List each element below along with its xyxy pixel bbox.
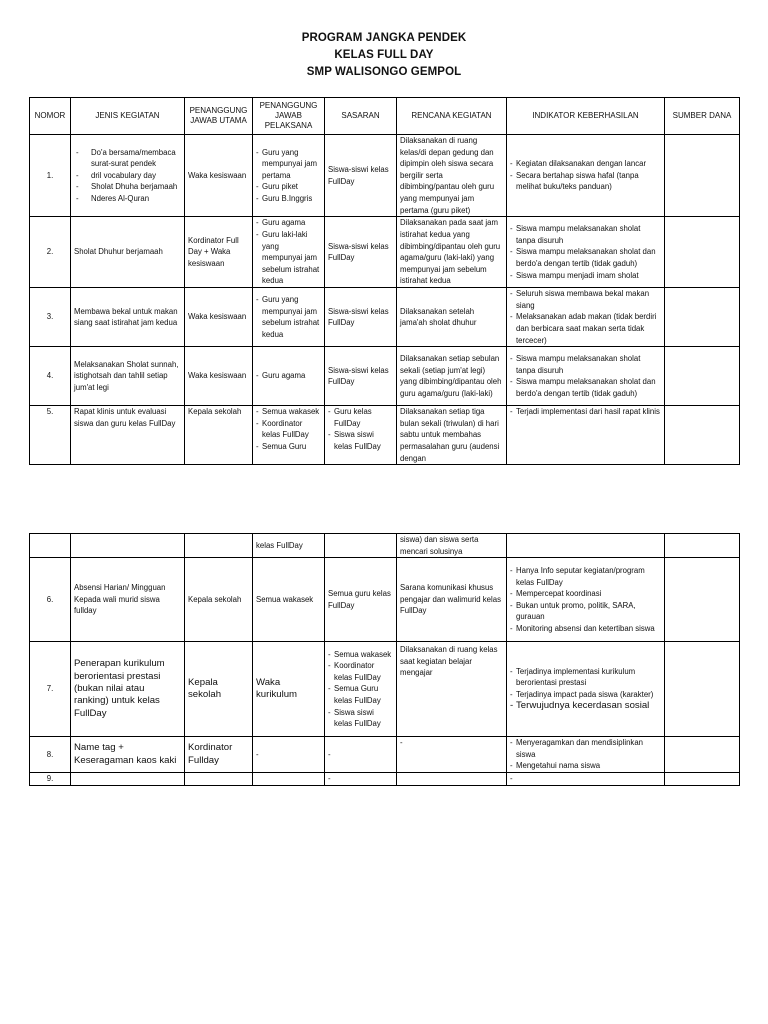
pj-pelaksana-cell [253,217,325,288]
indikator-cell [507,217,665,288]
empty-cell [253,772,325,785]
list-item: - Guru agama [256,370,321,382]
sumber-dana-cell [665,135,740,217]
rencana-cell: Dilaksanakan di ruang kelas/di depan gedung dan dipimpin oleh siswa secara bergilir serta dibimbing/pantau oleh guru yang mempunyai jam pertama (guru piket) [397,135,507,217]
list-item: - Guru yang mempunyai jam sebelum istrahat kedua [256,294,321,340]
empty-cell [397,772,507,785]
sasaran-cell: Siswa-siswi kelas FullDay [325,347,397,406]
list-item: - Koordinator kelas FullDay [256,418,321,441]
list-item: - Siswa mampu menjadi imam sholat [510,270,661,282]
table-row [30,288,740,347]
empty-cell [665,534,740,558]
table-row [30,217,740,288]
table-row [30,534,740,558]
indikator-cell [507,406,665,465]
document-title [0,30,768,81]
list-item: - Mengetahui nama siswa [510,760,661,772]
list-item: - dril vocabulary day [74,170,181,182]
pj-utama-cell: Waka kesiswaan [185,347,253,406]
header-pj-utama: PENANGGUNG JAWAB UTAMA [185,98,253,135]
rencana-cell: siswa) dan siswa serta mencari solusinya [397,534,507,558]
table-row [30,772,740,785]
empty-cell [185,534,253,558]
sasaran-cell: - [325,737,397,773]
jenis-kegiatan-cell: Absensi Harian/ Mingguan Kepada wali murid siswa fullday [71,558,185,642]
list-item: - Sholat Dhuha berjamaah [74,181,181,193]
sumber-dana-cell [665,737,740,773]
indikator-cell: - [507,772,665,785]
sasaran-cell: Semua guru kelas FullDay [325,558,397,642]
title-line-2: KELAS FULL DAY [334,49,434,61]
list-item: - Guru kelas FullDay [328,406,393,429]
pj-pelaksana-cell: - [253,737,325,773]
list-item: - Semua Guru kelas FullDay [328,683,393,706]
list-item: - Terjadinya implementasi kurikulum berorientasi prestasi [510,666,661,689]
list-item: - Do'a bersama/membaca surat-surat pendek [74,147,181,170]
sasaran-cell: Siswa-siswi kelas FullDay [325,288,397,347]
list-item: - Kegiatan dilaksanakan dengan lancar [510,158,661,170]
indikator-cell [507,288,665,347]
list-item: - Guru B.Inggris [256,193,321,205]
empty-cell [185,772,253,785]
indikator-cell [507,347,665,406]
list-item: - Monitoring absensi dan ketertiban siswa [510,623,661,635]
pj-utama-cell: Kepala sekolah [185,558,253,642]
header-sasaran: SASARAN [325,98,397,135]
rencana-cell: Dilaksanakan pada saat jam istirahat kedua yang dibimbing/dipantau oleh guru agama/guru (laki-laki) yang mempunyai jam sebelum istirahat kedua [397,217,507,288]
indikator-cell [507,135,665,217]
pj-pelaksana-cell [253,135,325,217]
list-item: - Terjadinya impact pada siswa (karakter) [510,689,661,701]
jenis-kegiatan-cell [71,135,185,217]
title-line-3: SMP WALISONGO GEMPOL [306,66,462,78]
pj-pelaksana-cell [253,347,325,406]
rencana-cell: - [397,737,507,773]
list-item: - Hanya Info seputar kegiatan/program kelas FullDay [510,565,661,588]
indikator-cell [507,642,665,737]
table-header-row [30,98,740,135]
list-item: - Siswa siswi kelas FullDay [328,429,393,452]
rencana-cell: Sarana komunikasi khusus pengajar dan walimurid kelas FullDay [397,558,507,642]
pj-pelaksana-cell [253,288,325,347]
row-number: 9. [30,772,71,785]
header-pj-pelaksana: PENANGGUNG JAWAB PELAKSANA [253,98,325,135]
list-item: - Nderes Al-Quran [74,193,181,205]
table-row [30,347,740,406]
sumber-dana-cell [665,558,740,642]
list-item: - Terwujudnya kecerdasan sosial [510,700,661,713]
rencana-cell: Dilaksanakan setiap sebulan sekali (setiap jum'at legi) yang dibimbing/dipantau oleh guru agama/guru (laki-laki) [397,347,507,406]
jenis-kegiatan-cell: Sholat Dhuhur berjamaah [71,217,185,288]
program-table-page-2 [29,533,740,786]
list-item: - Mempercepat koordinasi [510,588,661,600]
pj-utama-cell: Kepala sekolah [185,406,253,465]
list-item: - Semua Guru [256,441,321,453]
empty-cell [30,534,71,558]
list-item: - Guru yang mempunyai jam pertama [256,147,321,182]
row-number: 4. [30,347,71,406]
jenis-kegiatan-cell: Rapat klinis untuk evaluasi siswa dan guru kelas FullDay [71,406,185,465]
empty-cell [71,772,185,785]
row-number: 1. [30,135,71,217]
list-item: - Semua wakasek [256,406,321,418]
header-indikator: INDIKATOR KEBERHASILAN [507,98,665,135]
empty-cell [665,772,740,785]
list-item: - Guru laki-laki yang mempunyai jam sebelum istrahat kedua [256,229,321,287]
table-row [30,135,740,217]
list-item: - Siswa mampu melaksanakan sholat dan berdo'a dengan tertib (tidak gaduh) [510,376,661,399]
empty-cell [325,534,397,558]
list-item: - Bukan untuk promo, politik, SARA, gurauan [510,600,661,623]
list-item: - Terjadi implementasi dari hasil rapat klinis [510,406,661,418]
pj-pelaksana-cell [253,406,325,465]
list-item: - Siswa mampu melaksanakan sholat tanpa disuruh [510,353,661,376]
rencana-cell: Dilaksanakan setiap tiga bulan sekali (triwulan) di hari sabtu untuk membahas permasalahan guru (audensi dengan [397,406,507,465]
table-row [30,642,740,737]
pj-utama-cell: Kordinator Fullday [185,737,253,773]
jenis-kegiatan-cell: Name tag + Keseragaman kaos kaki [71,737,185,773]
row-number: 6. [30,558,71,642]
row-number: 7. [30,642,71,737]
title-line-1: PROGRAM JANGKA PENDEK [301,32,467,44]
list-item: - Siswa mampu melaksanakan sholat dan berdo'a dengan tertib (tidak gaduh) [510,246,661,269]
pj-pelaksana-cell: Semua wakasek [253,558,325,642]
list-item: - Guru agama [256,217,321,229]
table-row [30,406,740,465]
list-item: - Siswa siswi kelas FullDay [328,707,393,730]
rencana-cell: Dilaksanakan setelah jama'ah sholat dhuhur [397,288,507,347]
jenis-kegiatan-cell: Membawa bekal untuk makan siang saat istirahat jam kedua [71,288,185,347]
list-item: - Guru piket [256,181,321,193]
sumber-dana-cell [665,217,740,288]
list-item: - Secara bertahap siswa hafal (tanpa melihat buku/teks panduan) [510,170,661,193]
sasaran-cell: - [325,772,397,785]
sumber-dana-cell [665,347,740,406]
row-number: 2. [30,217,71,288]
sasaran-cell: Siswa-siswi kelas FullDay [325,217,397,288]
list-item: - Semua wakasek [328,649,393,661]
sumber-dana-cell [665,406,740,465]
empty-cell [71,534,185,558]
list-item: - Melaksanakan adab makan (tidak berdiri dan berbicara saat makan serta tidak tercecer) [510,311,661,346]
header-jenis-kegiatan: JENIS KEGIATAN [71,98,185,135]
empty-cell [507,534,665,558]
sasaran-cell: Siswa-siswi kelas FullDay [325,135,397,217]
indikator-cell [507,737,665,773]
pj-pelaksana-cell: kelas FullDay [253,534,325,558]
header-sumber-dana: SUMBER DANA [665,98,740,135]
row-number: 5. [30,406,71,465]
table-row [30,737,740,773]
indikator-cell [507,558,665,642]
pj-pelaksana-cell: Waka kurikulum [253,642,325,737]
header-nomor: NOMOR [30,98,71,135]
list-item: - Koordinator kelas FullDay [328,660,393,683]
sasaran-cell [325,406,397,465]
sumber-dana-cell [665,288,740,347]
list-item: - Menyeragamkan dan mendisiplinkan siswa [510,737,661,760]
pj-utama-cell: Kepala sekolah [185,642,253,737]
header-rencana-kegiatan: RENCANA KEGIATAN [397,98,507,135]
pj-utama-cell: Kordinator Full Day + Waka kesiswaan [185,217,253,288]
row-number: 8. [30,737,71,773]
list-item: - Seluruh siswa membawa bekal makan siang [510,288,661,311]
pj-utama-cell: Waka kesiswaan [185,135,253,217]
pj-utama-cell: Waka kesiswaan [185,288,253,347]
program-table-page-1 [29,97,740,465]
sumber-dana-cell [665,642,740,737]
jenis-kegiatan-cell: Melaksanakan Sholat sunnah, istighotsah dan tahlil setiap jum'at legi [71,347,185,406]
jenis-kegiatan-cell: Penerapan kurikulum berorientasi prestasi (bukan nilai atau ranking) untuk kelas FullDay [71,642,185,737]
rencana-cell: Dilaksanakan di ruang kelas saat kegiatan belajar mengajar [397,642,507,737]
table-row [30,558,740,642]
row-number: 3. [30,288,71,347]
sasaran-cell [325,642,397,737]
list-item: - Siswa mampu melaksanakan sholat tanpa disuruh [510,223,661,246]
